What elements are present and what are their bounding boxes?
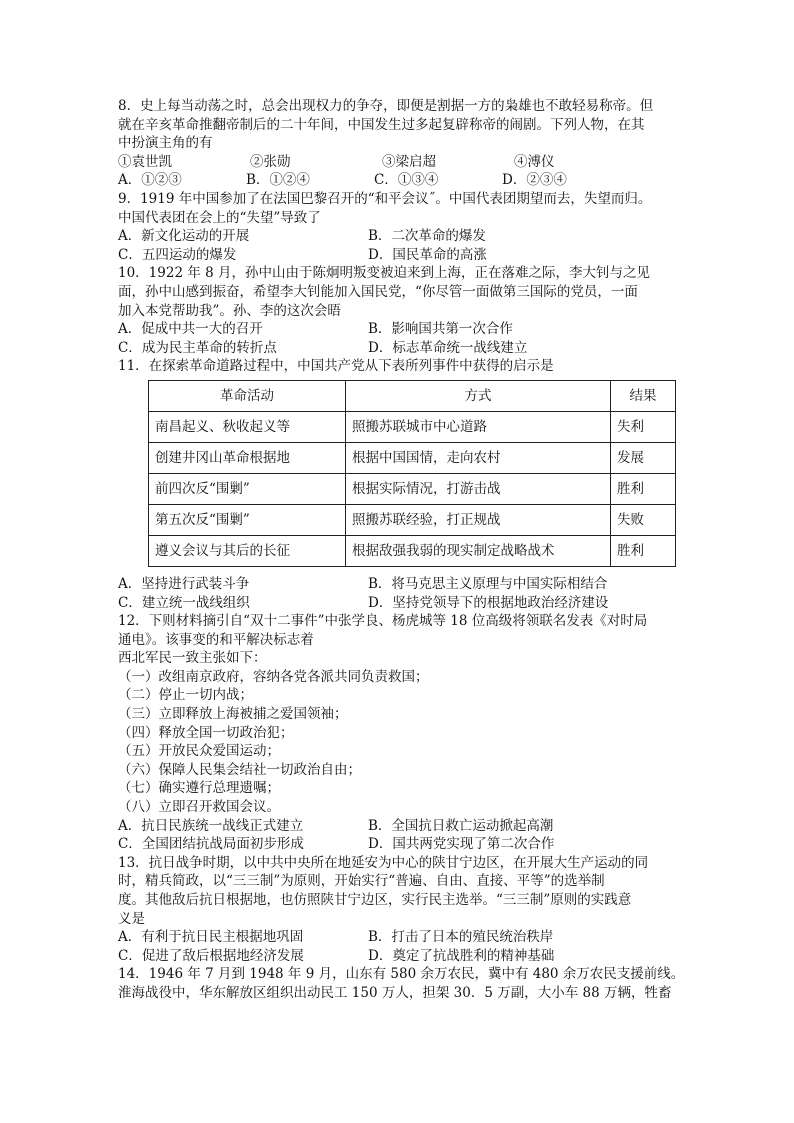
material-text: （一）改组南京政府，容纳各党各派共同负责救国； xyxy=(118,668,429,685)
question-text: 11．在探索革命道路过程中，中国共产党从下表所列事件中获得的启示是 xyxy=(118,358,554,375)
option-row xyxy=(118,246,678,265)
item: ②张勋 xyxy=(250,153,291,170)
option-c: C．成为民主革命的转折点 xyxy=(118,339,277,356)
table-cell: 胜利 xyxy=(611,535,676,566)
option-a: A．坚持进行武装斗争 xyxy=(118,575,250,592)
question-text: 度。其他敌后抗日根据地，也仿照陕甘宁边区，实行民主选举。“三三制”原则的实践意 xyxy=(118,892,632,908)
item: ④溥仪 xyxy=(514,153,555,170)
option-a: A．新文化运动的开展 xyxy=(118,228,250,245)
question-text: 面，孙中山感到振奋，希望李大钊能加入国民党，“你尽管一面做第三国际的党员，一面 xyxy=(118,283,638,300)
option-row xyxy=(118,575,678,594)
table-row xyxy=(149,411,676,442)
column-header: 结果 xyxy=(611,380,676,411)
option-c: C．建立统一战线组织 xyxy=(118,594,250,611)
revolution-table xyxy=(148,380,676,567)
question-text: 10．1922 年 8 月，孙中山由于陈炯明叛变被迫来到上海，正在落难之际，李大钊与之见 xyxy=(118,265,650,282)
option-c: C．促进了敌后根据地经济发展 xyxy=(118,947,304,964)
material-text: （五）开放民众爱国运动； xyxy=(118,743,280,760)
option-row xyxy=(118,947,678,966)
item: ③梁启超 xyxy=(382,153,436,170)
table-cell: 根据敌强我弱的现实制定战略战术 xyxy=(346,535,611,566)
question-text: 12．下则材料摘引自“双十二事件”中张学良、杨虎城等 18 位高级将领联名发表《对时局 xyxy=(118,613,648,630)
option-row xyxy=(118,320,678,339)
question-text: 时，精兵简政，以“三三制”为原则，开始实行“普遍、自由、直接、平等”的选举制 xyxy=(118,873,605,890)
question-list xyxy=(118,97,685,1003)
item: ①袁世凯 xyxy=(118,153,172,170)
option-d: D．国共两党实现了第二次合作 xyxy=(368,836,555,853)
question-text: 加入本党帮助我”。孙、李的这次会晤 xyxy=(118,302,341,319)
option-b: B．全国抗日救亡运动掀起高潮 xyxy=(368,817,554,834)
question-9 xyxy=(118,190,678,264)
column-header: 方式 xyxy=(346,380,611,411)
table-row xyxy=(149,442,676,473)
option-b: B．①②④ xyxy=(246,172,310,189)
table-cell: 照搬苏联经验，打正规战 xyxy=(346,504,611,535)
option-c: C．五四运动的爆发 xyxy=(118,246,237,263)
table-cell: 遵义会议与其后的长征 xyxy=(149,535,346,566)
option-d: D．奠定了抗战胜利的精神基础 xyxy=(368,947,555,964)
material-text: （六）保障人民集会结社一切政治自由； xyxy=(118,761,361,778)
material-text: （三）立即释放上海被捕之爱国领袖； xyxy=(118,706,348,723)
option-row xyxy=(118,817,678,836)
question-text: 8．史上每当动荡之时，总会出现权力的争夺，即便是割据一方的枭雄也不敢轻易称帝。但 xyxy=(118,98,654,114)
option-row xyxy=(118,339,678,358)
question-text: 中国代表团在会上的“失望”导致了 xyxy=(118,209,321,226)
option-a: A．①②③ xyxy=(118,172,182,189)
table-row xyxy=(149,504,676,535)
question-text: 13．抗日战争时期，以中共中央所在地延安为中心的陕甘宁边区，在开展大生产运动的同 xyxy=(118,854,649,871)
question-text: 9．1919 年中国参加了在法国巴黎召开的“和平会议˝。中国代表团期望而去，失望而归。 xyxy=(118,190,652,207)
table-cell: 根据实际情况，打游击战 xyxy=(346,473,611,504)
material-text: 西北军民一致主张如下： xyxy=(118,650,267,667)
material-text: （七）确实遵行总理遗嘱； xyxy=(118,780,280,797)
option-b: B．将马克思主义原理与中国实际相结合 xyxy=(368,575,608,592)
table-cell: 失败 xyxy=(611,504,676,535)
question-12 xyxy=(118,612,678,854)
material-text: （四）释放全国一切政治犯； xyxy=(118,724,294,741)
option-d: D．②③④ xyxy=(502,172,567,189)
table-cell: 创建井冈山革命根据地 xyxy=(149,442,346,473)
question-10 xyxy=(118,264,678,357)
column-header: 革命活动 xyxy=(149,380,346,411)
option-a: A．促成中共一大的召开 xyxy=(118,321,263,338)
item-list xyxy=(118,153,678,172)
question-text: 14．1946 年 7 月到 1948 年 9 月，山东有 580 余万农民，冀中有 480 余万农民支援前线。 xyxy=(118,966,685,983)
option-c: C．①③④ xyxy=(374,172,439,189)
table-cell: 根据中国国情，走向农村 xyxy=(346,442,611,473)
option-d: D．标志革命统一战线建立 xyxy=(368,339,528,356)
option-b: B．打击了日本的殖民统治秩岸 xyxy=(368,929,554,946)
option-c: C．全国团结抗战局面初步形成 xyxy=(118,836,304,853)
option-row xyxy=(118,594,678,613)
option-b: B．影响国共第一次合作 xyxy=(368,321,513,338)
question-14 xyxy=(118,965,685,1002)
table-cell: 南昌起义、秋收起义等 xyxy=(149,411,346,442)
option-d: D．国民革命的高涨 xyxy=(368,246,487,263)
option-row xyxy=(118,928,678,947)
table-header-row xyxy=(149,380,676,411)
table-cell: 照搬苏联城市中心道路 xyxy=(346,411,611,442)
option-a: A．有利于抗日民主根据地巩固 xyxy=(118,929,304,946)
question-text: 通电》。该事变的和平解决标志着 xyxy=(118,631,314,648)
table-cell: 前四次反“围剿” xyxy=(149,473,346,504)
question-8 xyxy=(118,97,678,190)
question-text: 淮海战役中，华东解放区组织出动民工 150 万人，担架 30．5 万副，大小车 88 万辆，牲畜 xyxy=(118,984,672,1001)
table-cell: 失利 xyxy=(611,411,676,442)
option-list xyxy=(118,171,678,190)
option-row xyxy=(118,227,678,246)
question-text: 就在辛亥革命推翻帝制后的二十年间，中国发生过多起复辟称帝的闹剧。下列人物，在其 xyxy=(118,116,645,133)
table-cell: 第五次反“围剿” xyxy=(149,504,346,535)
option-d: D．坚持党领导下的根据地政治经济建设 xyxy=(368,594,609,611)
material-text: （八）立即召开救国会议。 xyxy=(118,799,280,816)
table-row xyxy=(149,535,676,566)
option-b: B．二次革命的爆发 xyxy=(368,228,486,245)
question-11 xyxy=(118,357,678,612)
question-text: 中扮演主角的有 xyxy=(118,135,213,152)
table-cell: 发展 xyxy=(611,442,676,473)
table-cell: 胜利 xyxy=(611,473,676,504)
material-text: （二）停止一切内战； xyxy=(118,687,253,704)
option-a: A．抗日民族统一战线正式建立 xyxy=(118,817,304,834)
table-row xyxy=(149,473,676,504)
question-text: 义是 xyxy=(118,910,145,927)
option-row xyxy=(118,835,678,854)
question-13 xyxy=(118,854,678,966)
